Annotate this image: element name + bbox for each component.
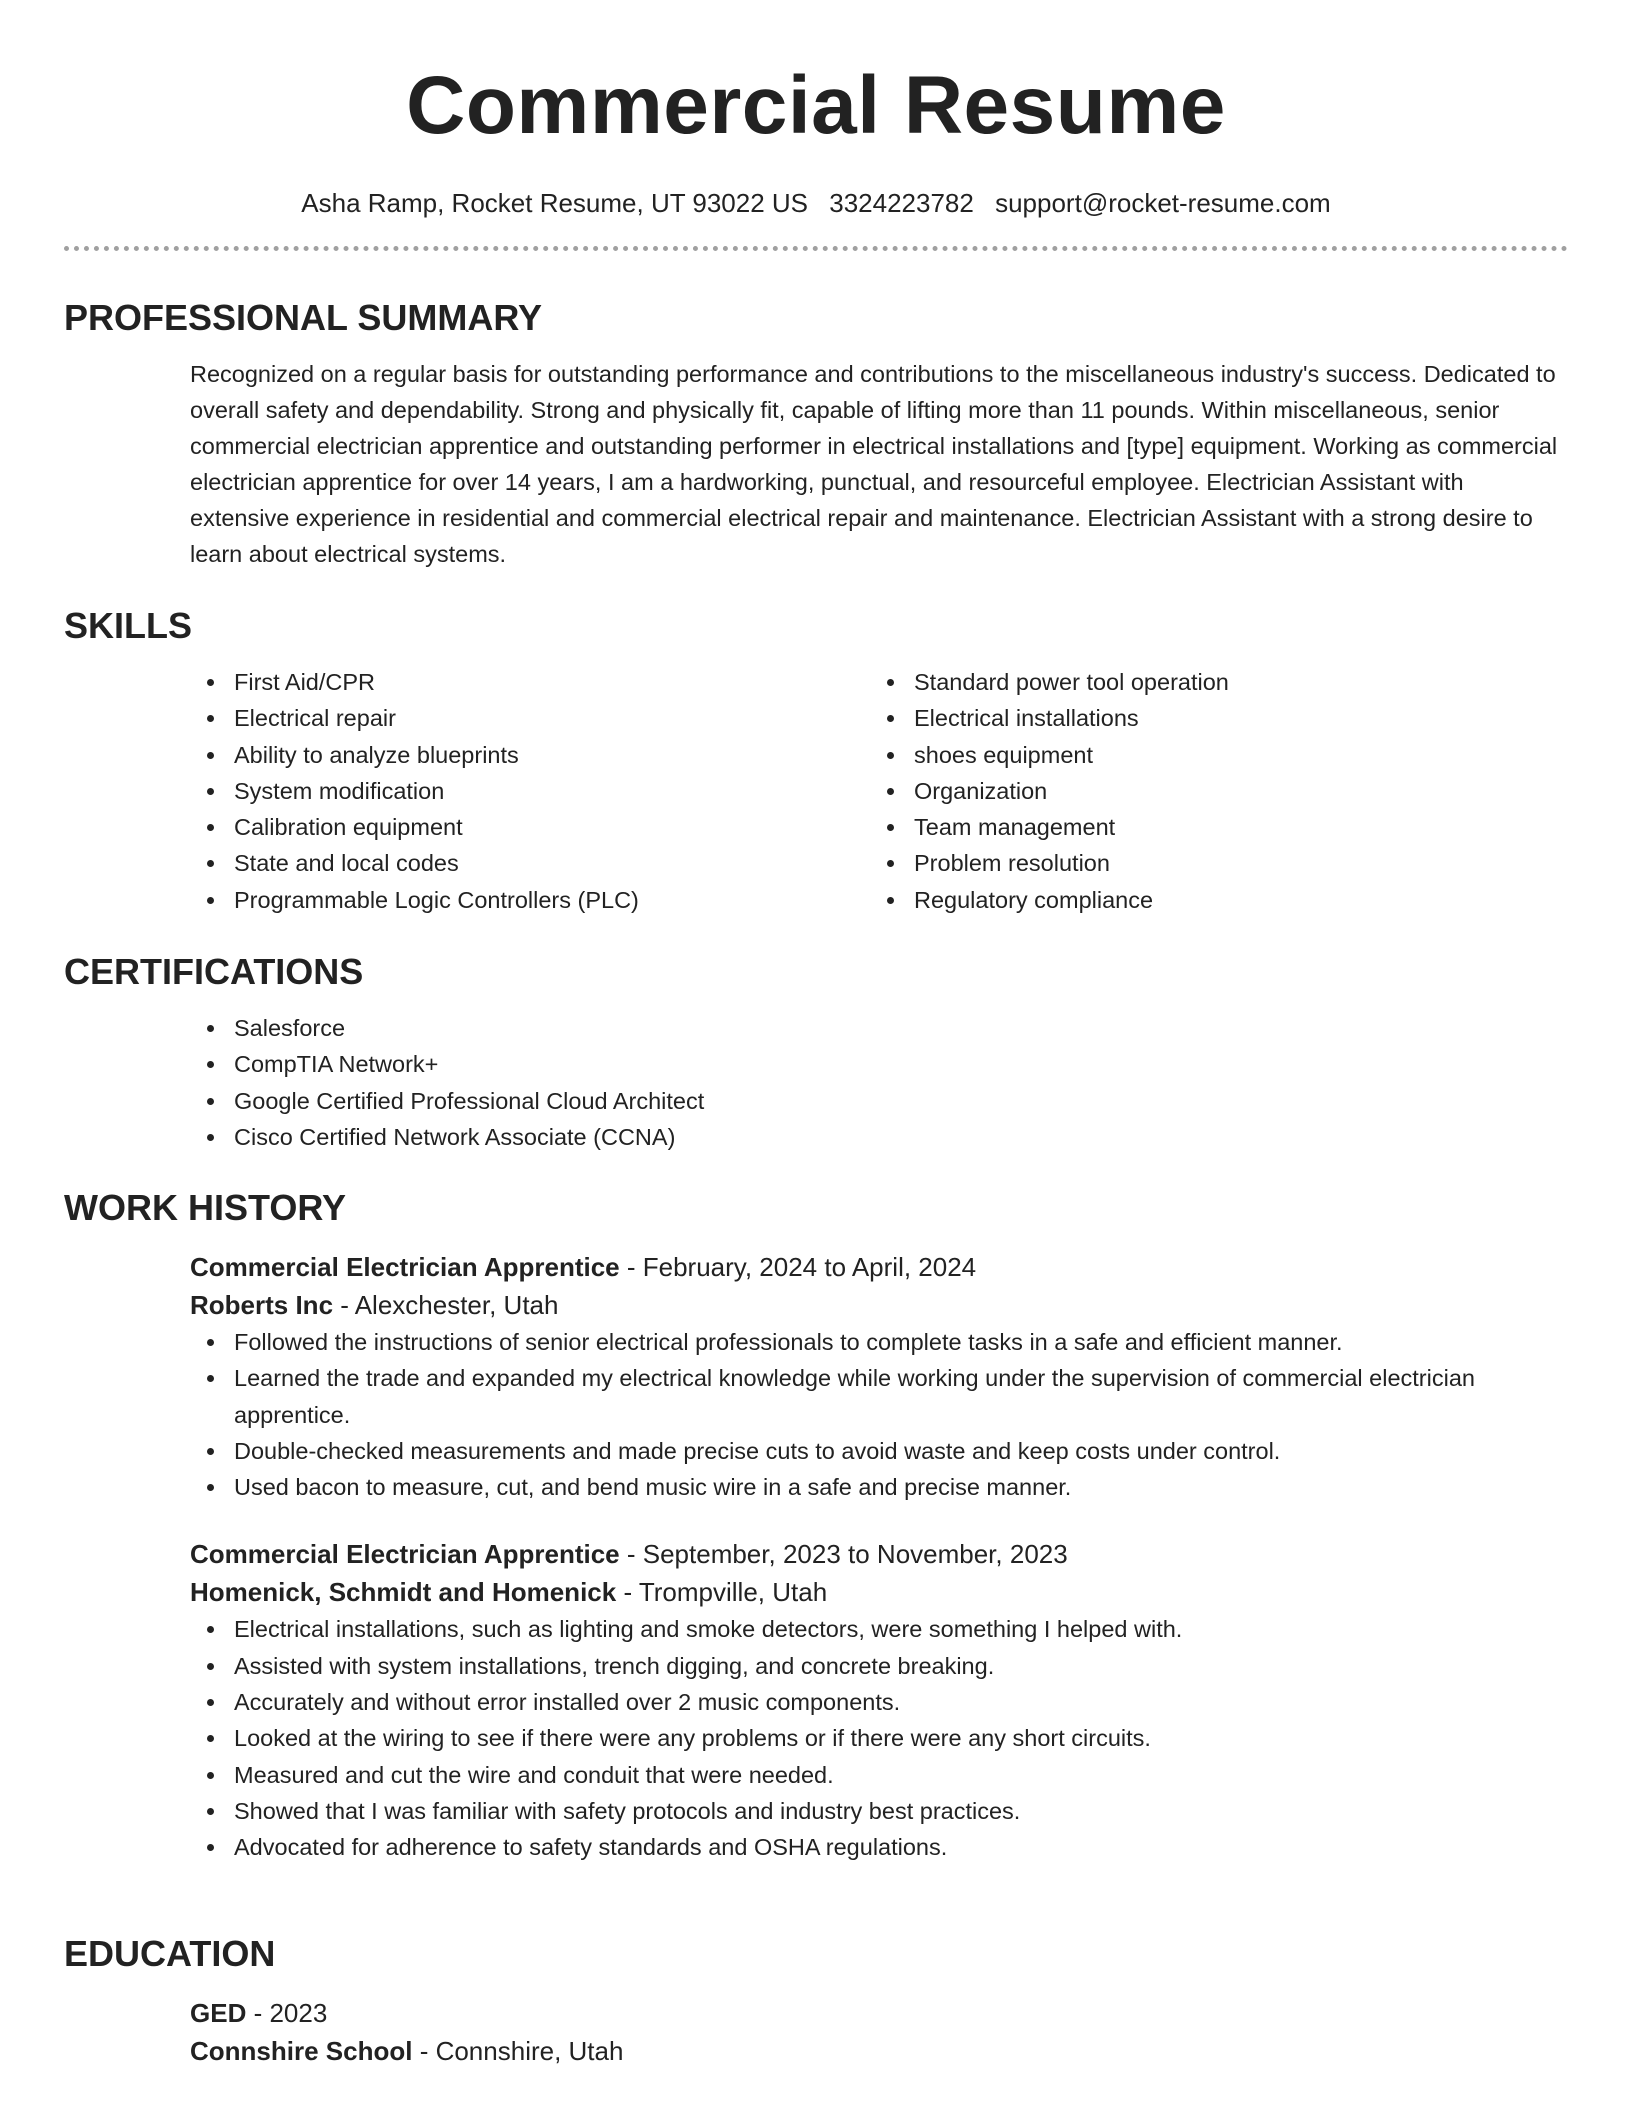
list-item: Assisted with system installations, trench digging, and concrete breaking. (190, 1648, 1568, 1684)
job-dates: - September, 2023 to November, 2023 (619, 1539, 1068, 1570)
skills-columns (190, 664, 1568, 918)
bullet-icon (207, 1025, 214, 1032)
work-history-section (64, 1186, 1568, 1866)
bullet-icon (207, 1098, 214, 1105)
header-divider (64, 246, 1568, 251)
bullet-icon (207, 1375, 214, 1382)
job-title: Commercial Electrician Apprentice (190, 1252, 620, 1282)
job-title: Commercial Electrician Apprentice (190, 1539, 620, 1570)
job-bullets (190, 1611, 1568, 1865)
bullet-icon (207, 1772, 214, 1779)
bullet-icon (207, 1061, 214, 1068)
skills-section (64, 604, 1568, 918)
education-school: Connshire School (190, 2036, 413, 2066)
bullet-icon (207, 679, 214, 686)
list-item: State and local codes (190, 845, 870, 881)
certifications-section (64, 950, 1568, 1155)
bullet-icon (207, 1448, 214, 1455)
list-item: Accurately and without error installed over 2 music components. (190, 1684, 1568, 1720)
list-item: Electrical installations, such as lighting and smoke detectors, were something I helped with. (190, 1611, 1568, 1647)
list-item: Cisco Certified Network Associate (CCNA) (190, 1119, 1568, 1155)
bullet-icon (207, 1699, 214, 1706)
bullet-icon (207, 1339, 214, 1346)
list-item: Showed that I was familiar with safety protocols and industry best practices. (190, 1793, 1568, 1829)
contact-email: support@rocket-resume.com (995, 188, 1331, 218)
job-bullets (190, 1324, 1568, 1505)
resume-page (64, 0, 1568, 2066)
bullet-icon (207, 1484, 214, 1491)
list-item: Double-checked measurements and made precise cuts to avoid waste and keep costs under control. (190, 1433, 1568, 1469)
skills-left-column (190, 664, 870, 918)
bullet-icon (207, 1844, 214, 1851)
job-title-line (190, 1248, 1568, 1286)
bullet-icon (207, 715, 214, 722)
job-entry (190, 1535, 1568, 1865)
bullet-icon (207, 860, 214, 867)
list-item: Advocated for adherence to safety standards and OSHA regulations. (190, 1829, 1568, 1865)
list-item: Problem resolution (870, 845, 1550, 881)
bullet-icon (207, 788, 214, 795)
job-company: Roberts Inc (190, 1290, 334, 1320)
list-item: shoes equipment (870, 737, 1550, 773)
list-item: Calibration equipment (190, 809, 870, 845)
list-item: Standard power tool operation (870, 664, 1550, 700)
section-heading-education: EDUCATION (64, 1933, 276, 1974)
summary-text: Recognized on a regular basis for outstanding performance and contributions to the miscellaneous industry's success. Dedicated to overall safety and dependability. Strong and physically fit, capable of lifting more than 11 pounds. Within miscellaneous, senior commercial electrician apprentice and outstanding performer in electrical installations and [type] equipment. Working as commercial electrician apprentice for over 14 years, I am a hardworking, punctual, and resourceful employee. Electrician Assistant with extensive experience in residential and commercial electrical repair and maintenance. Electrician Assistant with a strong desire to learn about electrical systems. (190, 361, 1558, 567)
list-item: Team management (870, 809, 1550, 845)
list-item: Looked at the wiring to see if there were any problems or if there were any short circuits. (190, 1720, 1568, 1756)
bullet-icon (207, 824, 214, 831)
list-item: Regulatory compliance (870, 882, 1550, 918)
list-item: CompTIA Network+ (190, 1046, 1568, 1082)
section-heading-certifications: CERTIFICATIONS (64, 951, 364, 992)
resume-title: Commercial Resume (406, 60, 1226, 151)
list-item: Google Certified Professional Cloud Architect (190, 1083, 1568, 1119)
bullet-icon (887, 897, 894, 904)
education-section (64, 1932, 1568, 2070)
bullet-icon (207, 752, 214, 759)
list-item: Followed the instructions of senior electrical professionals to complete tasks in a safe and efficient manner. (190, 1324, 1568, 1360)
list-item: System modification (190, 773, 870, 809)
list-item: Salesforce (190, 1010, 1568, 1046)
summary-section (64, 296, 1568, 572)
bullet-icon (207, 1626, 214, 1633)
education-year: - 2023 (246, 1998, 328, 2028)
certifications-list (190, 1010, 1568, 1155)
bullet-icon (887, 752, 894, 759)
education-entry (190, 1994, 1568, 2070)
bullet-icon (207, 1134, 214, 1141)
education-degree: GED (190, 1998, 247, 2028)
bullet-icon (887, 788, 894, 795)
job-company-line (190, 1286, 1568, 1324)
education-school-line (190, 2032, 1568, 2070)
list-item: Electrical repair (190, 700, 870, 736)
contact-line (64, 186, 1568, 220)
job-company: Homenick, Schmidt and Homenick (190, 1577, 617, 1608)
list-item: First Aid/CPR (190, 664, 870, 700)
skills-right-column (870, 664, 1550, 918)
job-title-line (190, 1535, 1568, 1573)
job-entry (190, 1248, 1568, 1505)
bullet-icon (207, 1735, 214, 1742)
list-item: Measured and cut the wire and conduit that were needed. (190, 1757, 1568, 1793)
education-degree-line (190, 1994, 1568, 2032)
bullet-icon (887, 824, 894, 831)
job-company-line (190, 1573, 1568, 1611)
bullet-icon (207, 1663, 214, 1670)
section-heading-summary: PROFESSIONAL SUMMARY (64, 297, 543, 338)
bullet-icon (887, 860, 894, 867)
list-item: Organization (870, 773, 1550, 809)
bullet-icon (887, 679, 894, 686)
job-location: - Alexchester, Utah (333, 1290, 559, 1320)
job-dates: - February, 2024 to April, 2024 (619, 1252, 977, 1282)
section-heading-skills: SKILLS (64, 605, 193, 646)
bullet-icon (207, 1808, 214, 1815)
job-location: - Trompville, Utah (616, 1577, 828, 1608)
list-item: Ability to analyze blueprints (190, 737, 870, 773)
bullet-icon (887, 715, 894, 722)
section-heading-work-history: WORK HISTORY (64, 1187, 347, 1228)
list-item: Used bacon to measure, cut, and bend music wire in a safe and precise manner. (190, 1469, 1568, 1505)
contact-phone: 3324223782 (829, 188, 974, 218)
list-item: Learned the trade and expanded my electrical knowledge while working under the supervision of commercial electrician apprentice. (190, 1360, 1568, 1433)
contact-address: Asha Ramp, Rocket Resume, UT 93022 US (301, 188, 809, 218)
education-location: - Connshire, Utah (412, 2036, 624, 2066)
list-item: Electrical installations (870, 700, 1550, 736)
bullet-icon (207, 897, 214, 904)
list-item: Programmable Logic Controllers (PLC) (190, 882, 870, 918)
